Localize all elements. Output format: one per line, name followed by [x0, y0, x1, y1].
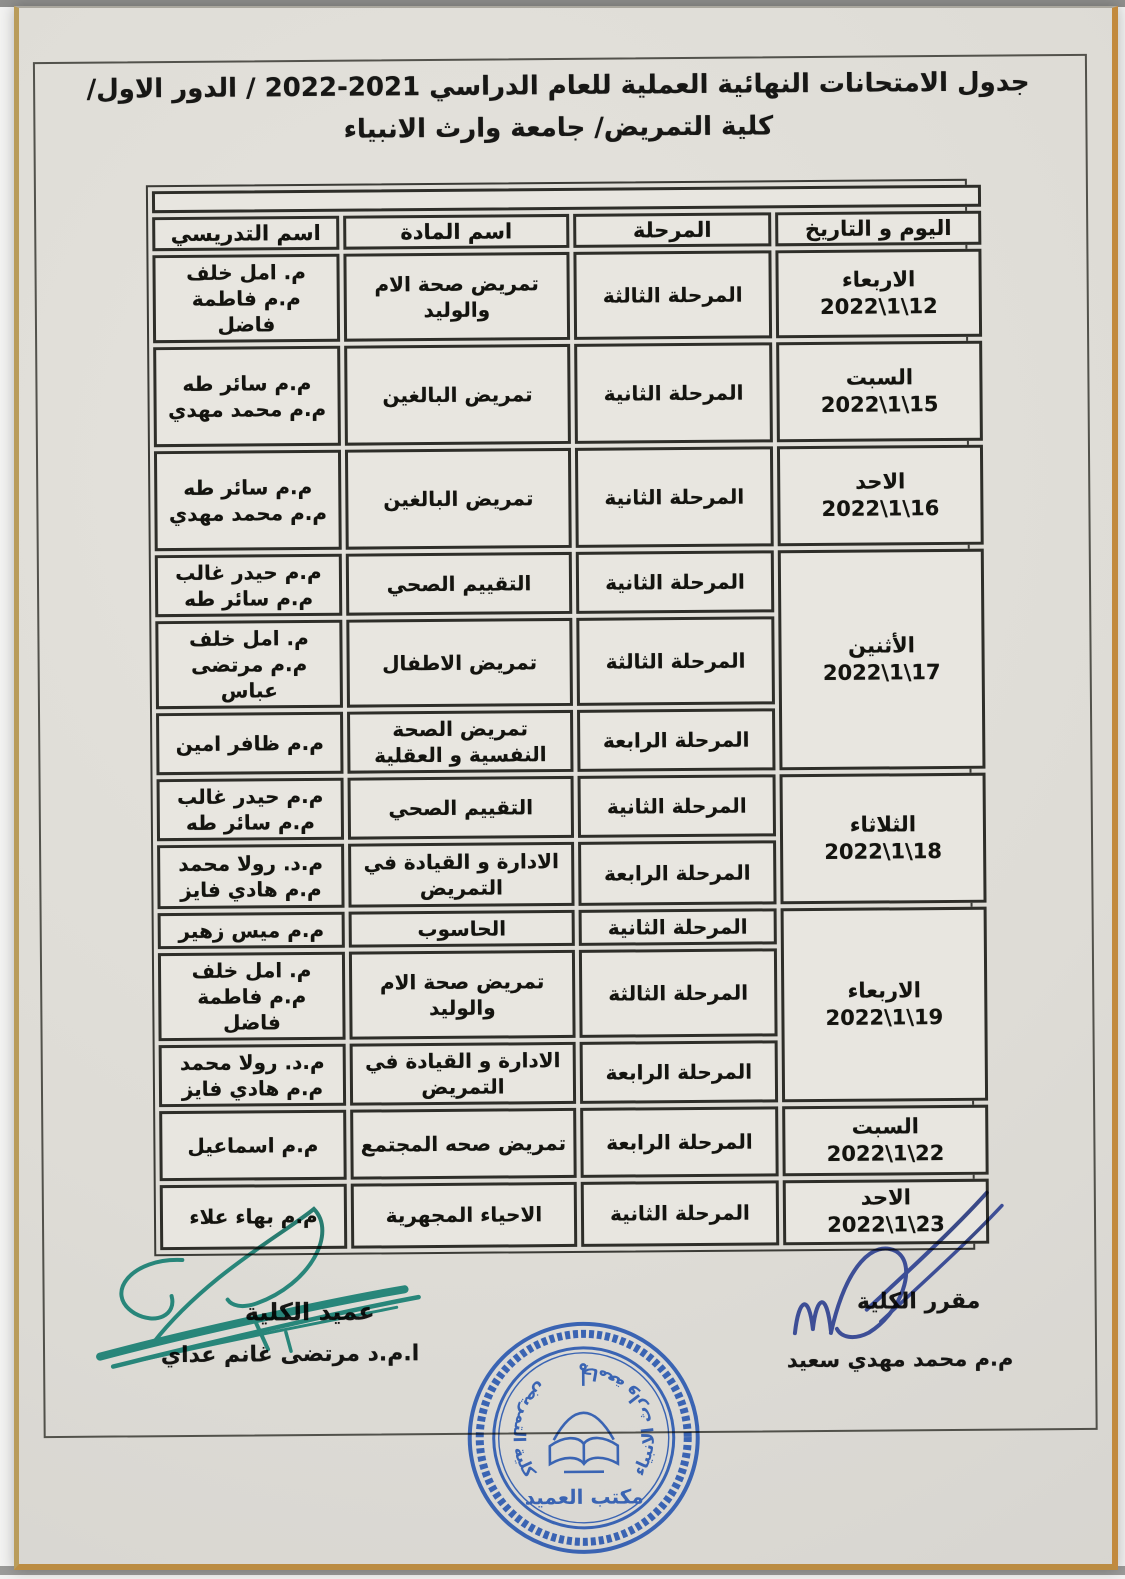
cell-stage: المرحلة الثالثة — [573, 250, 772, 340]
cell-stage: المرحلة الثانية — [579, 908, 777, 946]
cell-day-date: الاربعاء 2022\1\19 — [781, 907, 989, 1103]
exam-table-wrap — [146, 179, 975, 1256]
cell-subject: الادارة و القيادة في التمريض — [348, 842, 574, 908]
cell-day-date: الاحد 2022\1\16 — [777, 445, 984, 547]
exam-row — [154, 445, 984, 552]
stamp-office-text: مكتب العميد — [524, 1484, 644, 1510]
page-title: جدول الامتحانات النهائية العملية للعام الدراسي 2021-2022 / الدور الاول/ كلية التمريض/ جامعة وارث الانبياء — [86, 67, 1030, 145]
dean-signature-label: عميد الكلية — [244, 1297, 375, 1327]
cell-stage: المرحلة الثالثة — [576, 616, 775, 706]
exam-table — [148, 181, 993, 1254]
registrar-signature-label: مقرر الكلية — [856, 1288, 981, 1315]
exam-row — [158, 907, 987, 950]
cell-instructor: م.م سائر طه م.م محمد مهدي — [153, 346, 341, 447]
cell-instructor: م.م اسماعيل — [159, 1110, 347, 1181]
cell-subject: التقييم الصحي — [346, 552, 572, 616]
stamp-college-text: كلية التمريض — [509, 1378, 552, 1481]
cell-subject: تمريض صحة الام والوليد — [343, 252, 570, 342]
cell-stage: المرحلة الرابعة — [580, 1106, 779, 1178]
cell-stage: المرحلة الثانية — [578, 774, 776, 838]
cell-subject: تمريض الصحة النفسية و العقلية — [347, 710, 573, 774]
cell-instructor: م.د. رولا محمد م.م هادي فايز — [157, 844, 344, 909]
cell-instructor: م.م حيدر غالب م.م سائر طه — [155, 554, 342, 617]
cell-instructor: م.م سائر طه م.م محمد مهدي — [154, 450, 342, 551]
cell-subject: تمريض الاطفال — [346, 618, 573, 708]
exam-row — [152, 249, 982, 344]
stamp-university-text: جامعة وارث الانبياء — [580, 1363, 658, 1479]
exam-row — [153, 341, 983, 448]
cell-stage: المرحلة الثالثة — [579, 948, 778, 1038]
header-instructor: اسم التدريسي — [152, 216, 339, 251]
exam-row — [159, 1105, 989, 1182]
cell-subject: تمريض صحة الام والوليد — [349, 950, 576, 1040]
exam-row — [157, 773, 986, 842]
exam-row — [160, 1179, 989, 1250]
cell-day-date: السبت 2022\1\22 — [782, 1105, 989, 1177]
exam-table-body — [152, 249, 989, 1250]
cell-stage: المرحلة الثانية — [576, 550, 774, 614]
cell-subject: تمريض البالغين — [345, 448, 572, 550]
cell-instructor: م.د. رولا محمد م.م هادي فايز — [159, 1044, 346, 1107]
cell-day-date: الثلاثاء 2022\1\18 — [780, 773, 987, 905]
header-day-date: اليوم و التاريخ — [775, 211, 981, 247]
cell-stage: المرحلة الرابعة — [577, 708, 775, 772]
cell-subject: الاحياء المجهرية — [351, 1182, 578, 1248]
cell-subject: الحاسوب — [349, 910, 575, 948]
cell-stage: المرحلة الرابعة — [580, 1040, 778, 1104]
cell-stage: المرحلة الثانية — [574, 342, 773, 444]
cell-day-date: السبت 2022\1\15 — [776, 341, 983, 443]
cell-subject: تمريض البالغين — [344, 344, 571, 446]
cell-subject: تمريض صحه المجتمع — [350, 1108, 577, 1180]
table-top-band-row — [152, 185, 981, 214]
exam-row — [155, 549, 984, 618]
cell-day-date: الاحد 2022\1\23 — [783, 1179, 990, 1245]
cell-instructor: م.م ميس زهير — [158, 912, 345, 949]
cell-day-date: الأثنين 2022\1\17 — [778, 549, 986, 771]
cell-subject: التقييم الصحي — [348, 776, 574, 840]
cell-instructor: م.م ظافر امين — [156, 712, 343, 775]
cell-instructor: م.م بهاء علاء — [160, 1184, 348, 1250]
cell-instructor: م. امل خلف م.م فاطمة فاضل — [152, 254, 340, 343]
cell-subject: الادارة و القيادة في التمريض — [350, 1042, 576, 1106]
cell-instructor: م.م حيدر غالب م.م سائر طه — [157, 778, 344, 841]
header-stage: المرحلة — [573, 212, 771, 248]
dean-name: ا.م.د مرتضى غانم عداي — [160, 1341, 420, 1369]
cell-instructor: م. امل خلف م.م مرتضى عباس — [155, 620, 343, 709]
cell-stage: المرحلة الثانية — [581, 1180, 780, 1246]
header-subject: اسم المادة — [343, 214, 569, 250]
cell-day-date: الاربعاء 2022\1\12 — [775, 249, 982, 339]
cell-stage: المرحلة الرابعة — [578, 840, 776, 906]
cell-instructor: م. امل خلف م.م فاطمة فاضل — [158, 952, 346, 1041]
table-top-band — [152, 185, 981, 214]
cell-stage: المرحلة الثانية — [575, 446, 774, 548]
registrar-name: م.م محمد مهدي سعيد — [786, 1346, 1014, 1373]
table-header-row — [152, 211, 981, 252]
